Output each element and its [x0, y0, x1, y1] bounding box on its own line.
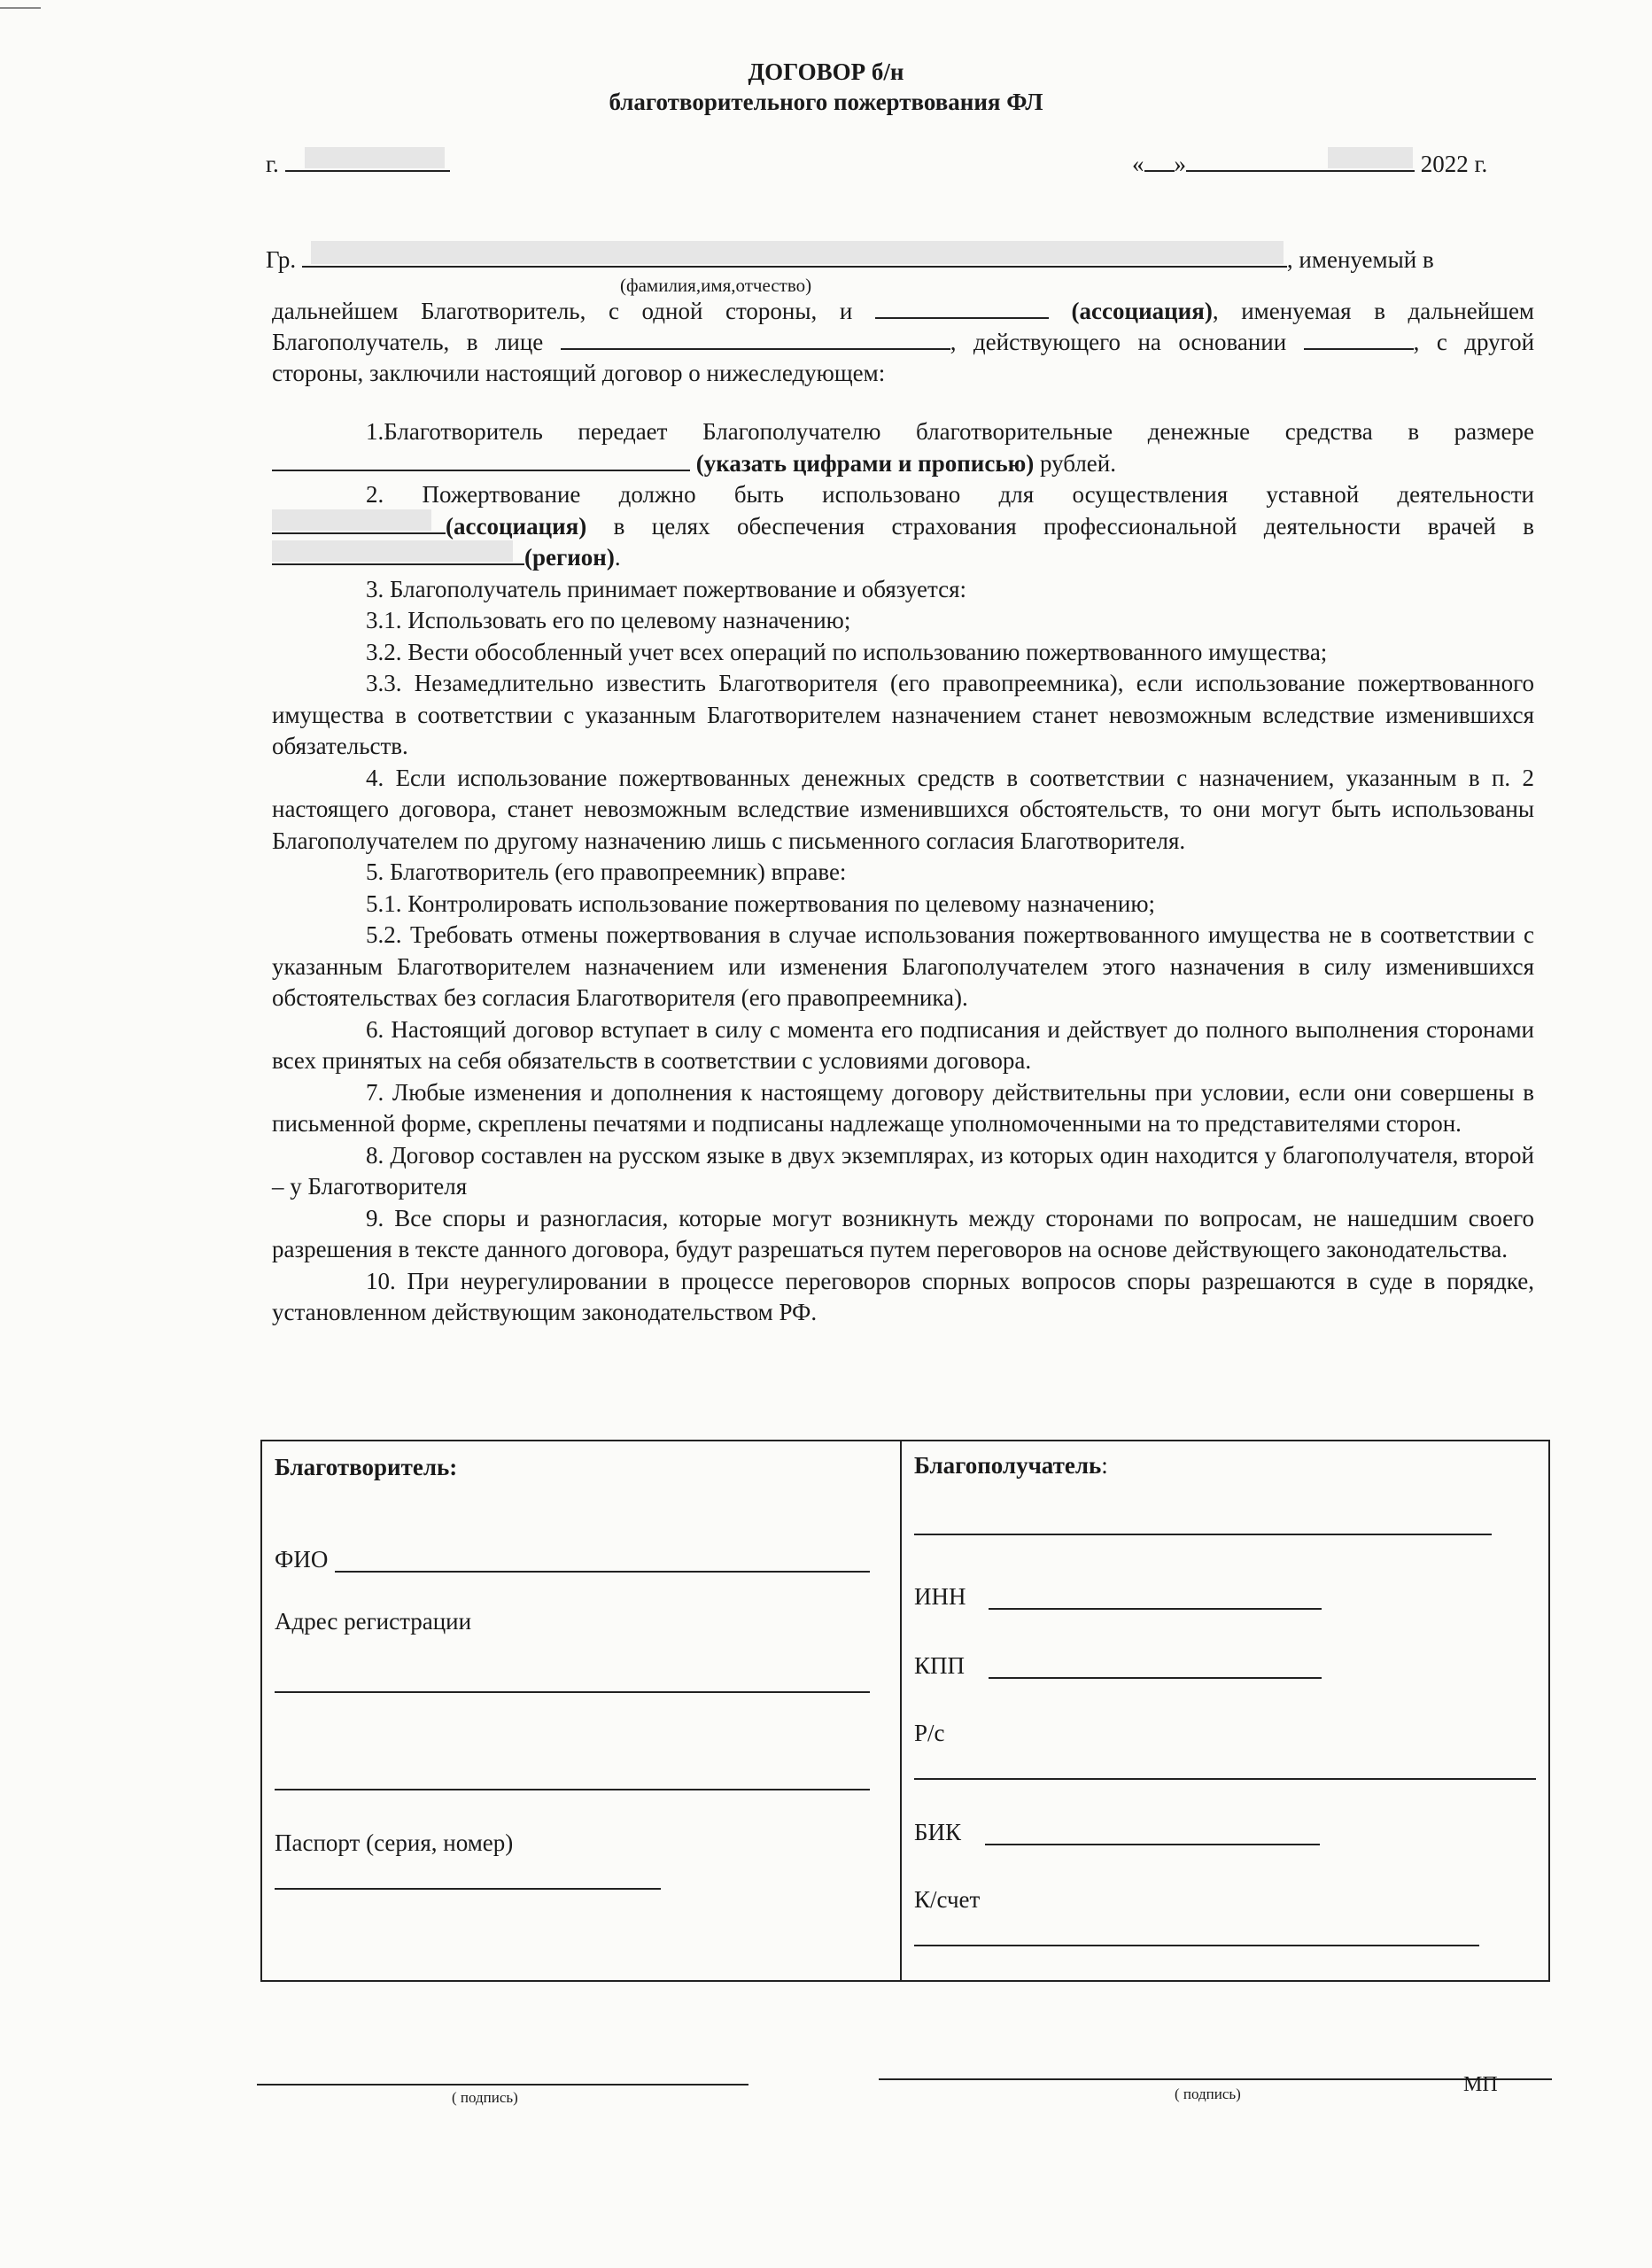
clause-2-purpose [272, 511, 1534, 543]
clause-4: 4. Если использование пожертвованных денежных средств в соответствии с назначением, указанным в п. 2 настоящего договора, станет невозможным вследствие изменившихся обстоятельств, то они могут быть использованы Благополучателем по другому назначению лишь с письменного согласия Благотворителя. [272, 764, 1534, 854]
date-close-quote: » [1174, 151, 1186, 177]
recipient-heading-colon: : [1101, 1452, 1108, 1479]
association-name-field[interactable] [875, 298, 1049, 319]
recipient-kpp-line[interactable] [989, 1677, 1322, 1679]
recipient-inn-label: ИНН [914, 1583, 966, 1610]
clause-5-1: 5.1. Контролировать использование пожертвования по целевому назначению; [366, 889, 1155, 917]
recipient-name-line[interactable] [914, 1534, 1492, 1535]
requisites-table [260, 1440, 1550, 1982]
year-text: 2022 г. [1420, 151, 1488, 177]
association-label-2: (ассоциация) [446, 512, 587, 540]
parties-line-2-c: , именуемая в дальнейшем [1212, 298, 1535, 324]
recipient-rs-label: Р/с [914, 1720, 945, 1746]
recipient-ks-line[interactable] [914, 1945, 1479, 1946]
parties-line-1 [266, 245, 1534, 275]
donor-fio-line[interactable] [335, 1571, 870, 1573]
clause-3-1: 3.1. Использовать его по целевому назначению; [366, 607, 851, 633]
recipient-heading [914, 1450, 1108, 1480]
stamp-mark: МП [1463, 2073, 1498, 2096]
table-divider [900, 1441, 902, 1980]
donor-fio-field[interactable] [302, 246, 1287, 268]
clause-5-2: 5.2. Требовать отмены пожертвования в случае использования пожертвованного имущества не в соответствии с указанным Благотворителем назначением или изменения Благополучателем этого назначения в силу изменившихся обстоятельствах без согласия Благотворителя (его правопреемника). [272, 921, 1534, 1011]
donor-passport-line[interactable] [275, 1888, 661, 1890]
recipient-signature-line[interactable] [879, 2078, 1552, 2080]
representative-field[interactable] [561, 329, 950, 350]
contract-clauses [272, 416, 1534, 1329]
clause-1-line: 1.Благотворитель передает Благополучателю благотворительные денежные средства в размере [366, 418, 1534, 445]
recipient-rs-line[interactable] [914, 1778, 1536, 1780]
clause-9: 9. Все споры и разногласия, которые могут возникнуть между сторонами по вопросам, не нашедшим своего разрешения в тексте данного договора, будут разрешаться путем переговоров на основе действующего законодательства. [272, 1204, 1534, 1262]
clause-3-2: 3.2. Вести обособленный учет всех операций по использованию пожертвованного имущества; [366, 638, 1328, 665]
city-field[interactable] [285, 151, 450, 172]
parties-line-2-a: дальнейшем Благотворитель, с одной стороны, и [272, 298, 853, 324]
clause-1-amount [272, 448, 1534, 480]
donor-heading: Благотворитель: [275, 1454, 458, 1480]
recipient-bik-line[interactable] [985, 1844, 1320, 1845]
date-line [1132, 149, 1487, 179]
city-line [266, 149, 450, 179]
gr-prefix: Гр. [266, 246, 297, 273]
clause-5: 5. Благотворитель (его правопреемник) вправе: [366, 858, 847, 885]
recipient-bik-label: БИК [914, 1819, 962, 1845]
fio-hint: (фамилия,имя,отчество) [620, 275, 812, 296]
region-label: (регион) [524, 544, 615, 571]
clause-2-line: 2. Пожертвование должно быть использовано для осуществления уставной деятельности [366, 481, 1534, 508]
named-as-text: , именуемый в [1286, 246, 1434, 273]
day-field[interactable] [1144, 151, 1175, 172]
clause-6: 6. Настоящий договор вступает в силу с момента его подписания и действует до полного выполнения сторонами всех принятых на себя обязательств в соответствии с условиями договора. [272, 1015, 1534, 1074]
date-open-quote: « [1132, 151, 1144, 177]
clause-1-currency: рублей. [1034, 449, 1116, 477]
city-prefix: г. [266, 151, 279, 177]
clause-3-3: 3.3. Незамедлительно известить Благотворителя (его правопреемника), если использование пожертвованного имущества в соответствии с указанным Благотворителем назначением станет невозможным вследствие изменившихся обязательств. [272, 670, 1534, 759]
donor-address-line-2[interactable] [275, 1789, 870, 1790]
recipient-signature-label: ( подпись) [1175, 2085, 1241, 2102]
parties-line-4: стороны, заключили настоящий договор о нижеследующем: [272, 360, 886, 386]
clause-8: 8. Договор составлен на русском языке в двух экземплярах, из которых один находится у благополучателя, второй – у Благотворителя [272, 1141, 1534, 1200]
recipient-heading-text: Благополучатель [914, 1452, 1102, 1479]
title-line-2: благотворительного пожертвования ФЛ [609, 89, 1043, 115]
clause-7: 7. Любые изменения и дополнения к настоящему договору действительны при условии, если они совершены в письменной форме, скреплены печатями и подписаны надлежаще уполномоченными на то представителями сторон. [272, 1078, 1534, 1137]
basis-field[interactable] [1304, 329, 1414, 350]
document-title [0, 57, 1652, 117]
month-field[interactable] [1186, 151, 1415, 172]
recipient-kpp-label: КПП [914, 1652, 966, 1679]
clause-2-region [272, 542, 1534, 574]
association-label: (ассоциация) [1071, 298, 1213, 324]
donor-signature-line[interactable] [257, 2084, 748, 2085]
recipient-inn-line[interactable] [989, 1608, 1322, 1610]
clause-10: 10. При неурегулировании в процессе переговоров спорных вопросов споры разрешаются в суде в порядке, установленном действующим законодательством РФ. [272, 1267, 1534, 1325]
parties-line-3 [272, 327, 1534, 357]
amount-hint: (указать цифрами и прописью) [695, 449, 1035, 477]
amount-field[interactable] [272, 450, 690, 471]
parties-line-3-a: Благополучатель, в лице [272, 329, 544, 355]
donor-signature-label: ( подпись) [452, 2089, 518, 2106]
clause-2-text: в целях обеспечения страхования профессиональной деятельности врачей в [586, 512, 1534, 540]
donor-fio-label: ФИО [275, 1546, 329, 1573]
region-field[interactable] [272, 544, 524, 565]
parties-line-3-c: , с другой [1413, 329, 1535, 355]
clause-3: 3. Благополучатель принимает пожертвование и обязуется: [366, 575, 966, 602]
donor-address-label: Адрес регистрации [275, 1608, 472, 1635]
parties-line-3-b: , действующего на основании [950, 329, 1287, 355]
donor-address-line-1[interactable] [275, 1691, 870, 1693]
title-line-1: ДОГОВОР б/н [748, 58, 904, 85]
parties-line-2 [272, 296, 1534, 326]
clause-2-period: . [614, 544, 621, 571]
association-field-2[interactable] [272, 513, 446, 534]
recipient-ks-label: К/счет [914, 1886, 981, 1913]
donor-passport-label: Паспорт (серия, номер) [275, 1829, 514, 1856]
